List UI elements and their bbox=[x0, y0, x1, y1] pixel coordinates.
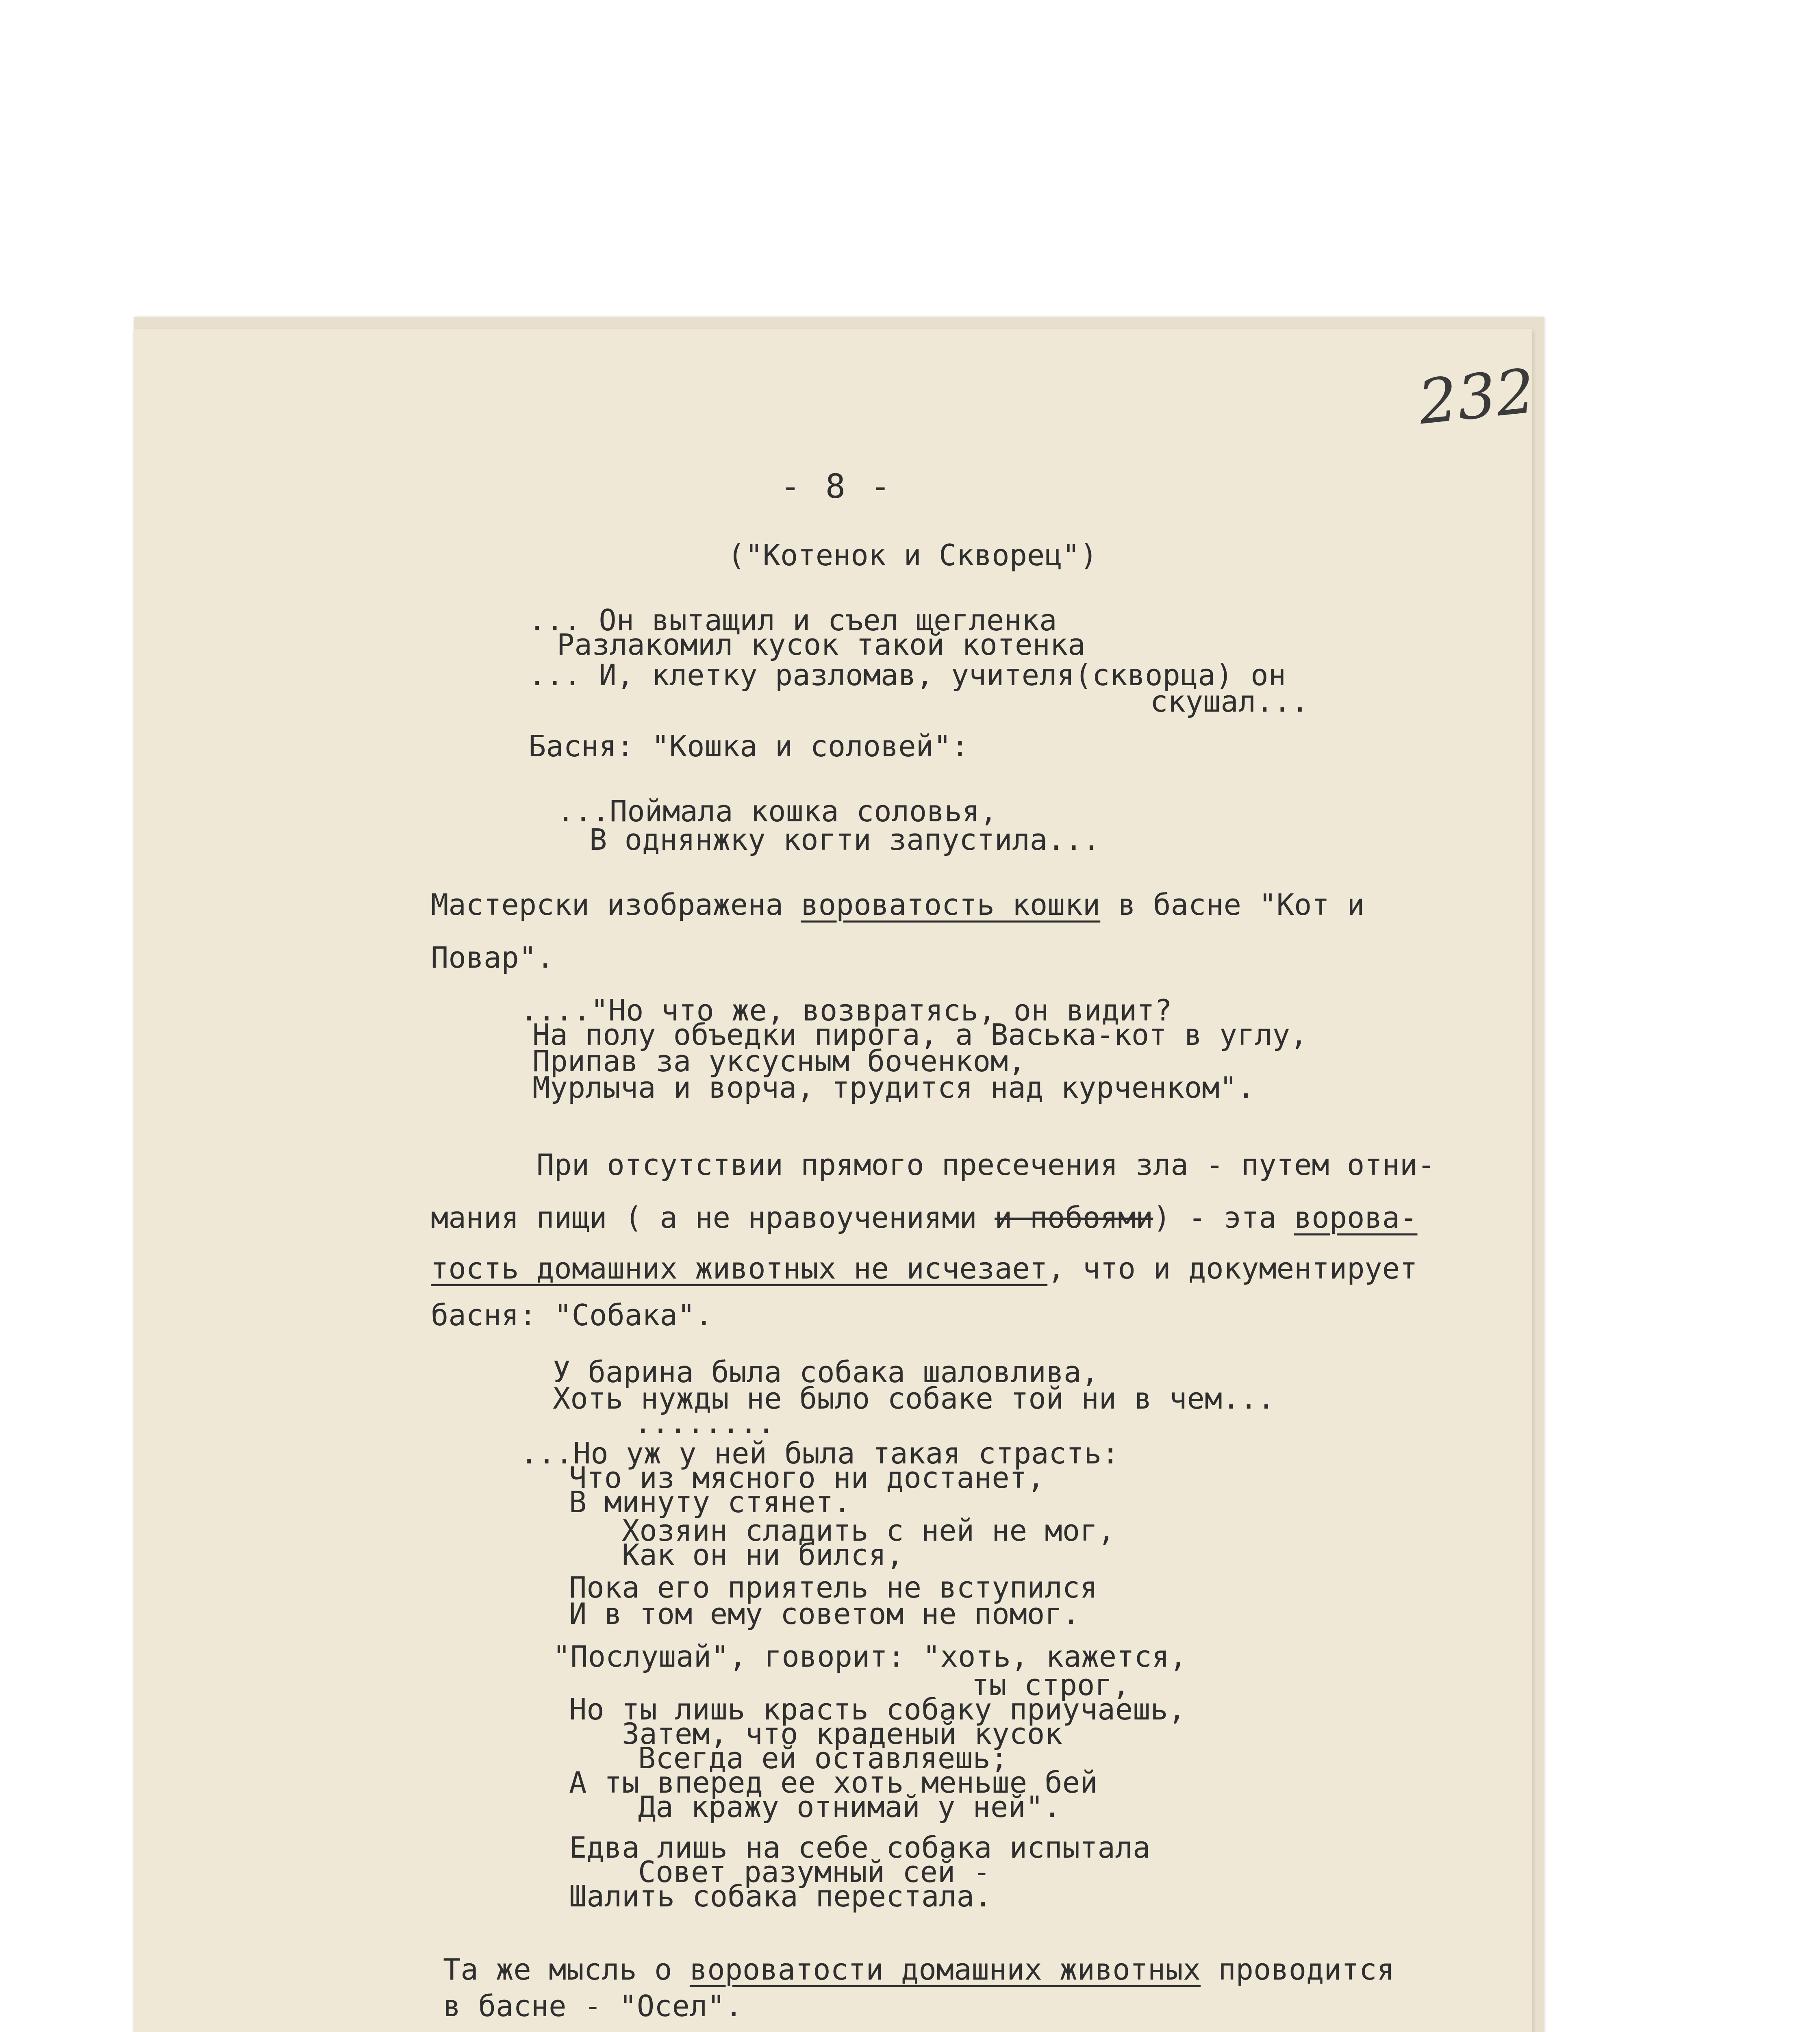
quote-line: ...Но уж у ней была такая страсть: bbox=[520, 1436, 1119, 1470]
quote-line: "Послушай", говорит: "хоть, кажется, bbox=[553, 1639, 1187, 1674]
quote-line: Разлакомил кусок такой котенка bbox=[557, 627, 1086, 662]
quote-line: ... И, клетку разломав, учителя(скворца) он bbox=[528, 658, 1286, 692]
paragraph-line: Повар". bbox=[431, 940, 554, 975]
quote-line: ...."Но что же, возвратясь, он видит? bbox=[520, 993, 1172, 1027]
paragraph-line: Мастерски изображена вороватость кошки в басне "Кот и bbox=[431, 888, 1365, 922]
fable-heading: Басня: "Кошка и соловей": bbox=[528, 729, 969, 763]
quote-line: ... Он вытащил и съел щегленка bbox=[528, 603, 1057, 637]
quote-line: Затем, что краденый кусок bbox=[622, 1717, 1062, 1751]
quote-line: Хозяин сладить с ней не мог, bbox=[622, 1513, 1115, 1548]
paragraph-line: мания пищи ( а не нравоучениями и побоями) - эта ворова- bbox=[431, 1201, 1418, 1235]
quote-line: Всегда ей оставляешь; bbox=[638, 1741, 1008, 1775]
quote-line: Хоть нужды не было собаке той ни в чем... bbox=[553, 1381, 1275, 1415]
archive-number: 232 bbox=[1415, 356, 1538, 439]
page-number: - 8 - bbox=[780, 467, 893, 506]
quote-line: скушал... bbox=[1150, 684, 1309, 719]
quote-line: В однянжку когти запустила... bbox=[589, 823, 1101, 857]
quote-line: И в том ему советом не помог. bbox=[569, 1597, 1080, 1631]
quote-line: Едва лишь на себе собака испытала bbox=[569, 1830, 1151, 1865]
quote-line: Что из мясного ни достанет, bbox=[569, 1461, 1045, 1495]
quote-line: ты строг, bbox=[971, 1668, 1130, 1702]
quote-line: Припав за уксусным боченком, bbox=[532, 1044, 1026, 1078]
poem-title: ("Котенок и Скворец") bbox=[728, 538, 1098, 572]
quote-line: Пока его приятель не вступился bbox=[569, 1570, 1098, 1604]
paragraph-line: При отсутствии прямого пресечения зла - путем отни- bbox=[536, 1148, 1435, 1182]
quote-line: Мурлыча и ворча, трудится над курченком". bbox=[532, 1070, 1255, 1105]
quote-line: А ты вперед ее хоть меньше бей bbox=[569, 1765, 1098, 1800]
quote-line: На полу объедки пирога, а Васька-кот в углу, bbox=[532, 1018, 1308, 1052]
quote-line: Шалить собака перестала. bbox=[569, 1879, 992, 1913]
quote-line: Совет разумный сей - bbox=[638, 1855, 990, 1889]
quote-line: ...Поймала кошка соловья, bbox=[557, 794, 997, 828]
quote-line: Но ты лишь красть собаку приучаешь, bbox=[569, 1692, 1186, 1726]
quote-line: Как он ни бился, bbox=[622, 1538, 904, 1572]
quote-line: У барина была собака шаловлива, bbox=[553, 1355, 1099, 1389]
quote-line: В минуту стянет. bbox=[569, 1485, 851, 1519]
paragraph-line: в басне - "Осел". bbox=[443, 1989, 743, 2023]
quote-line: Да кражу отнимай у ней". bbox=[638, 1790, 1061, 1824]
paragraph-line: басня: "Собака". bbox=[431, 1298, 713, 1332]
paragraph-line: тость домашних животных не исчезает, что и документирует bbox=[431, 1251, 1418, 1285]
paragraph-line: Та же мысль о вороватости домашних животных проводится bbox=[443, 1952, 1394, 1986]
ellipsis-row: ........ bbox=[634, 1406, 775, 1440]
